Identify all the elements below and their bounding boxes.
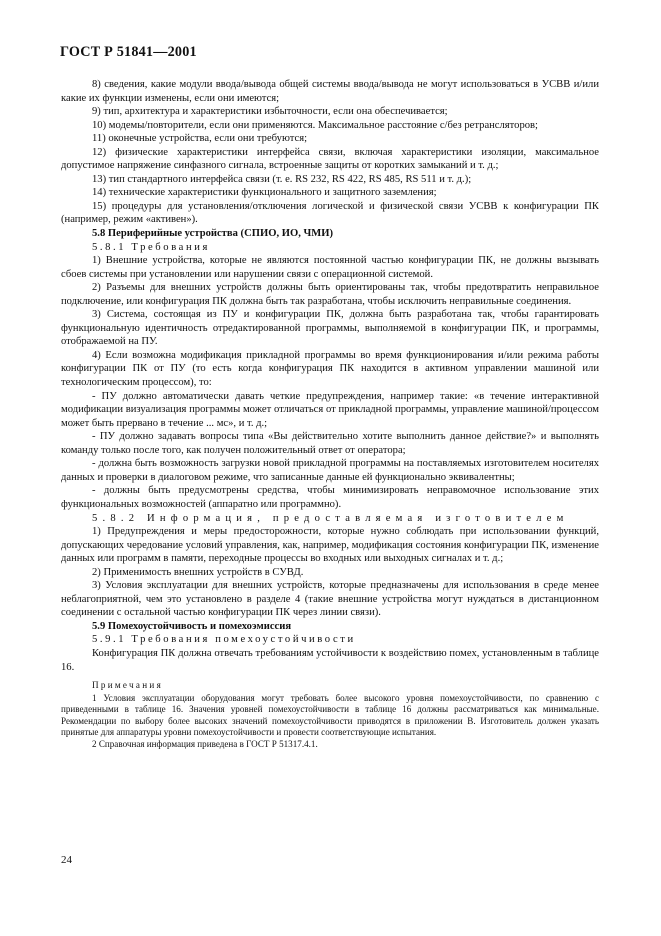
list-item: 9) тип, архитектура и характеристики избыточности, если она обеспечивается;	[92, 106, 448, 118]
list-item: 14) технические характеристики функционального и защитного заземления;	[92, 187, 437, 199]
list-item: 1) Предупреждения и меры предосторожности, которые нужно соблюдать при использовании функций, допускающих чередование условий управления, как, например, модификация состояния конфигурации ПК, изменение данных или программ в памяти, переходные процессы во входных или выходных сигналах и т. д.;	[61, 526, 599, 565]
document-body	[61, 78, 599, 751]
list-item: 15) процедуры для установления/отключения логической и физической связи УСВВ к конфигурации ПК (например, режим «активен»).	[61, 200, 599, 226]
list-item: 10) модемы/повторители, если они применяются. Максимальное расстояние с/без ретрансляторов;	[92, 119, 538, 131]
list-item: 12) физические характеристики интерфейса связи, включая характеристики изоляции, максимальное допустимое напряжение синфазного сигнала, встроенные защиты от коротких замыканий и т. д.;	[61, 146, 599, 172]
section-heading: 5.8 Периферийные устройства (СПИО, ИО, ЧМИ)	[92, 228, 334, 240]
list-item: 2) Применимость внешних устройств в СУВД.	[92, 566, 304, 578]
note-item: 1 Условия эксплуатации оборудования могут требовать более высокого уровня помехоустойчивости, по сравнению с приведенными в таблице 16. Значения уровней помехоустойчивости в таблице 16 должны рассматриваться как минимальные. Рекомендации по выбору более высоких значений помехоустойчивости приводятся в приложении В. Изготовитель должен указать принятые для аппаратуры уровни помехоустойчивости и провести соответствующие испытания.	[61, 692, 599, 738]
subsection-heading: 5.8.1 Требования	[92, 241, 210, 253]
list-item: 2) Разъемы для внешних устройств должны быть ориентированы так, чтобы предотвратить неправильное подключение, или конфигурация ПК должна быть так разработана, чтобы исключить неправильные соединения.	[61, 282, 599, 307]
list-item: 13) тип стандартного интерфейса связи (т. е. RS 232, RS 422, RS 485, RS 511 и т. д.);	[92, 173, 472, 185]
notes-block	[61, 680, 599, 751]
subsection-heading: 5.8.2 Информация, предоставляемая изготовителем	[92, 512, 569, 524]
list-item: 3) Условия эксплуатации для внешних устройств, которые предназначены для использования в среде менее неблагоприятной, чем это установлено в разделе 4 (такие внешние устройства могут нуждаться в дистанционном соединении с остальной частью конфигурации ПК через линии связи).	[61, 580, 599, 619]
paragraph: Конфигурация ПК должна отвечать требованиям устойчивости к воздействию помех, установленным в таблице 16.	[61, 647, 599, 673]
list-item: - ПУ должно задавать вопросы типа «Вы действительно хотите выполнить данное действие?» и выполнять команду только после того, как получен положительный ответ от оператора;	[61, 431, 599, 456]
list-item: 3) Система, состоящая из ПУ и конфигурации ПК, должна быть разработана так, чтобы гарантировать функциональную идентичность отредактированной программы, выполняемой в конфигурации ПК, и программы, отображаемой на ПУ.	[61, 309, 599, 348]
list-item: - должна быть возможность загрузки новой прикладной программы на поставляемых изготовителем носителях данных и проверки в диалоговом режиме, что записанные данные ей функционально эквивалентны;	[61, 458, 599, 483]
note-item: 2 Справочная информация приведена в ГОСТ Р 51317.4.1.	[92, 739, 318, 750]
page-number: 24	[61, 854, 72, 866]
list-item: - ПУ должно автоматически давать четкие предупреждения, например такие: «в течение интерактивной модификации визуализация программы может отличаться от прикладной программы, управление машиной/процессом может быть прервано в течение ... мс», и т. д.;	[61, 390, 599, 429]
list-item: 8) сведения, какие модули ввода/вывода общей системы ввода/вывода не могут использоваться в УСВВ и/или какие их функции изменены, если они имеются;	[61, 79, 599, 104]
document-header: ГОСТ Р 51841—2001	[60, 44, 197, 60]
section-heading: 5.9 Помехоустойчивость и помехоэмиссия	[92, 620, 292, 632]
notes-heading: Примечания	[92, 680, 164, 691]
list-item: 11) оконечные устройства, если они требуются;	[92, 133, 308, 145]
list-item: 1) Внешние устройства, которые не являются постоянной частью конфигурации ПК, не должны вызывать сбоев системы при установлении или нарушении связи с операционной системой.	[61, 255, 599, 280]
subsection-heading: 5.9.1 Требования помехоустойчивости	[92, 634, 356, 646]
list-item: 4) Если возможна модификация прикладной программы во время функционирования и/или режима работы конфигурации ПК от ПУ (то есть когда конфигурация ПК находится в активном управлении машиной или технологическим процессом), то:	[61, 349, 599, 389]
list-item: - должны быть предусмотрены средства, чтобы минимизировать неправомочное использование этих функциональных возможностей (аппаратно или программно).	[61, 485, 599, 510]
